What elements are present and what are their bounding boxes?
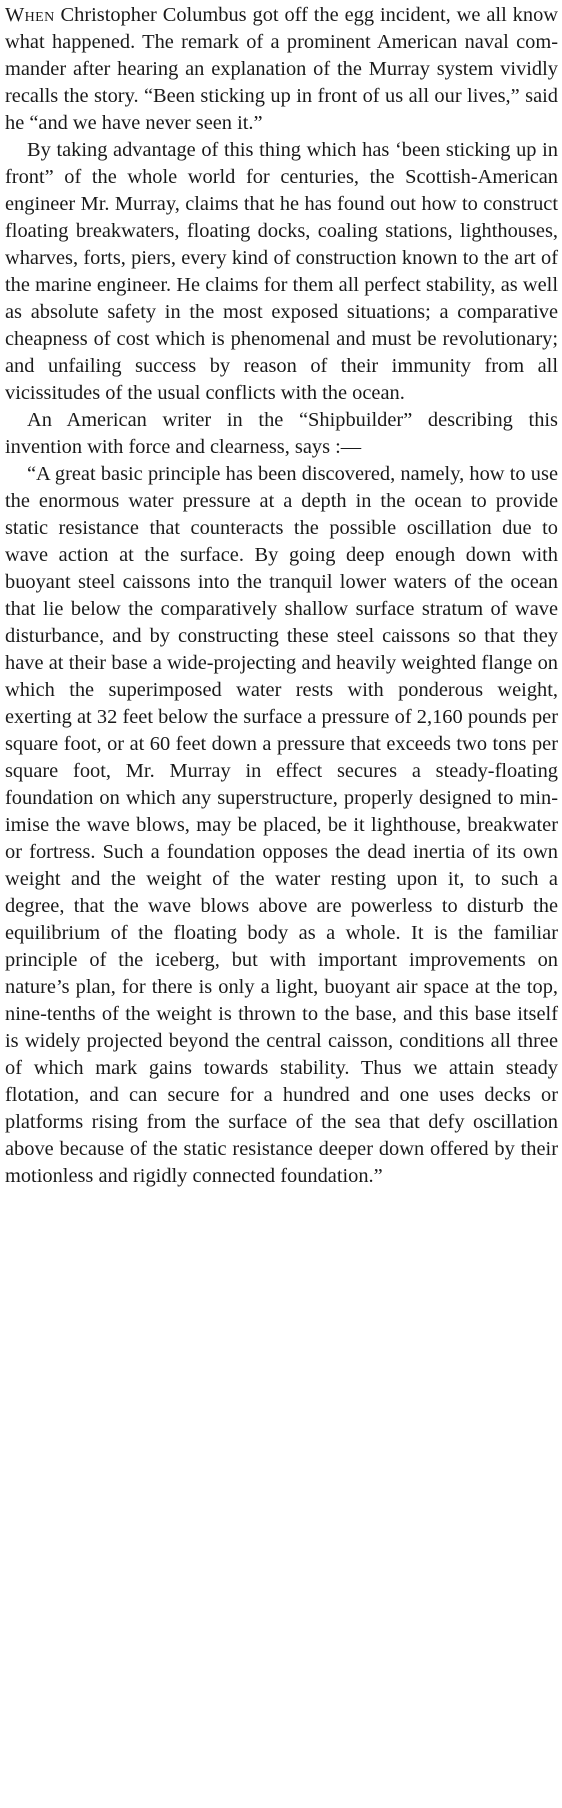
paragraph-text: Christopher Columbus got off the egg incident, we all know what happened. The remark of a prominent American naval commander after hearing an explanation of the Murray system vividly recalls the story. “Been sticking up in front of us all our lives,” said he “and we have never seen it.”: [5, 4, 558, 134]
paragraph-4-quote: [5, 461, 558, 1190]
paragraph-1: [5, 2, 558, 137]
paragraph-2: [5, 137, 558, 407]
paragraph-3: [5, 407, 558, 461]
paragraph-text: An American writer in the “Shipbuilder” describing this invention with force and clearness, says :—: [5, 409, 558, 458]
paragraph-text: “A great basic principle has been discovered, namely, how to use the enormous water pressure at a depth in the ocean to provide static resistance that counteracts the possible oscillation due to wave action at the surface. By going deep enough down with buoyant steel caissons into the tranquil lower waters of the ocean that lie below the comparatively shallow surface stratum of wave disturbance, and by constructing these steel caissons so that they have at their base a wide-projecting and heavily weighted flange on which the superimposed water rests with ponderous weight, exerting at 32 feet below the surface a pressure of 2,160 pounds per square foot, or at 60 feet down a pressure that exceeds two tons per square foot, Mr. Murray in effect secures a steady-floating foundation on which any superstructure, properly designed to minimise the wave blows, may be placed, be it lighthouse, breakwater or fortress. Such a foundation opposes the dead inertia of its own weight and the weight of the water resting upon it, to such a degree, that the wave blows above are powerless to disturb the equilibrium of the floating body as a whole. It is the familiar principle of the iceberg, but with important improvements on nature’s plan, for there is only a light, buoyant air space at the top, nine-tenths of the weight is thrown to the base, and this base itself is widely projected beyond the central caisson, conditions all three of which mark gains towards stability. Thus we attain steady flotation, and can secure for a hundred and one uses decks or platforms rising from the surface of the sea that defy oscillation above because of the static resistance deeper down offered by their motionless and rigidly connected foundation.”: [5, 463, 558, 1187]
lead-word: When: [5, 4, 55, 26]
paragraph-text: By taking advantage of this thing which has ‘been sticking up in front” of the whole world for centuries, the Scottish-American engineer Mr. Murray, claims that he has found out how to construct floating breakwaters, floating docks, coaling stations, lighthouses, wharves, forts, piers, every kind of construction known to the art of the marine engineer. He claims for them all perfect stability, as well as absolute safety in the most exposed situations; a comparative cheapness of cost which is phenomenal and must be revolutionary; and unfailing success by reason of their immunity from all vicissitudes of the usual conflicts with the ocean.: [5, 139, 558, 404]
